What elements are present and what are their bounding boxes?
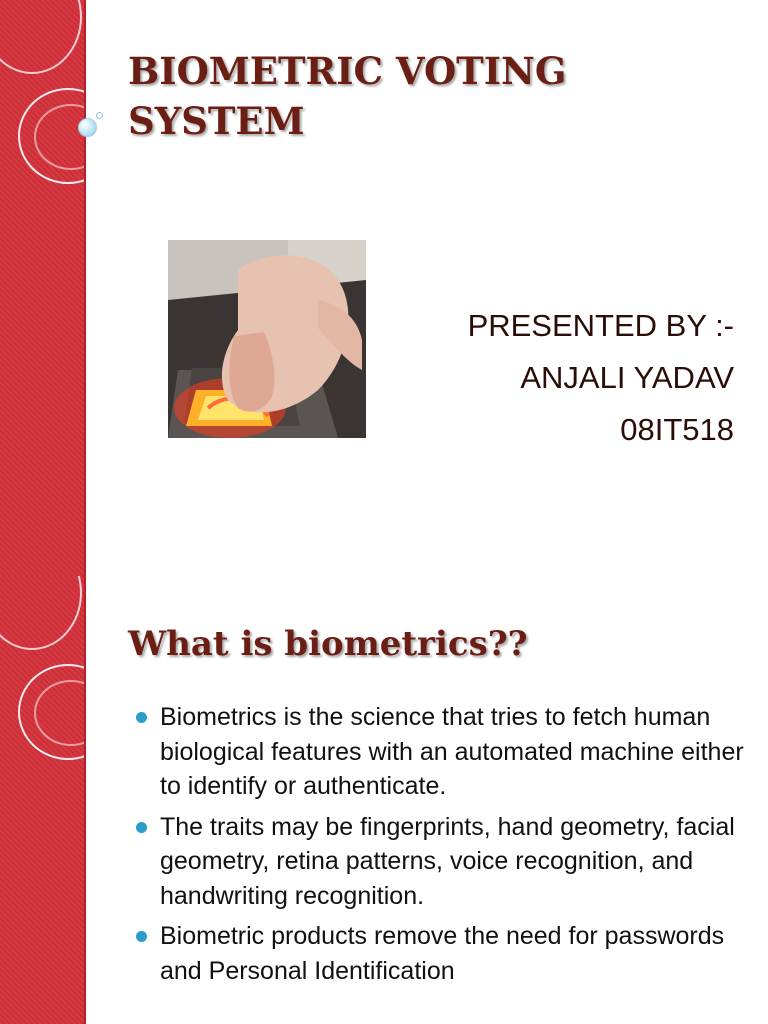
slide-title: BIOMETRIC VOTING SYSTEM xyxy=(128,49,567,143)
fingerprint-scanner-image xyxy=(168,240,366,438)
decorative-bubble xyxy=(78,118,97,137)
presenter-heading: PRESENTED BY :- xyxy=(467,308,734,343)
bullet-item: Biometrics is the science that tries to fetch human biological features with an automated machine either to identify or authenticate. xyxy=(134,700,744,804)
presenter-name: ANJALI YADAV xyxy=(520,360,734,395)
presenter-info xyxy=(468,300,734,456)
slide-2 xyxy=(0,576,768,1024)
decorative-bubble xyxy=(96,112,103,119)
bullet-list xyxy=(134,700,744,994)
decorative-side-band xyxy=(0,576,86,1024)
bullet-item: Biometric products remove the need for passwords and Personal Identification xyxy=(134,919,744,988)
decorative-arc xyxy=(0,576,82,650)
slide-title: What is biometrics?? xyxy=(128,624,528,664)
bullet-item: The traits may be fingerprints, hand geometry, facial geometry, retina patterns, voice recognition, and handwriting recognition. xyxy=(134,810,744,914)
fingerprint-scanner-illustration xyxy=(168,240,366,438)
decorative-side-band xyxy=(0,0,86,576)
decorative-arc xyxy=(0,0,82,74)
presenter-id: 08IT518 xyxy=(620,412,734,447)
